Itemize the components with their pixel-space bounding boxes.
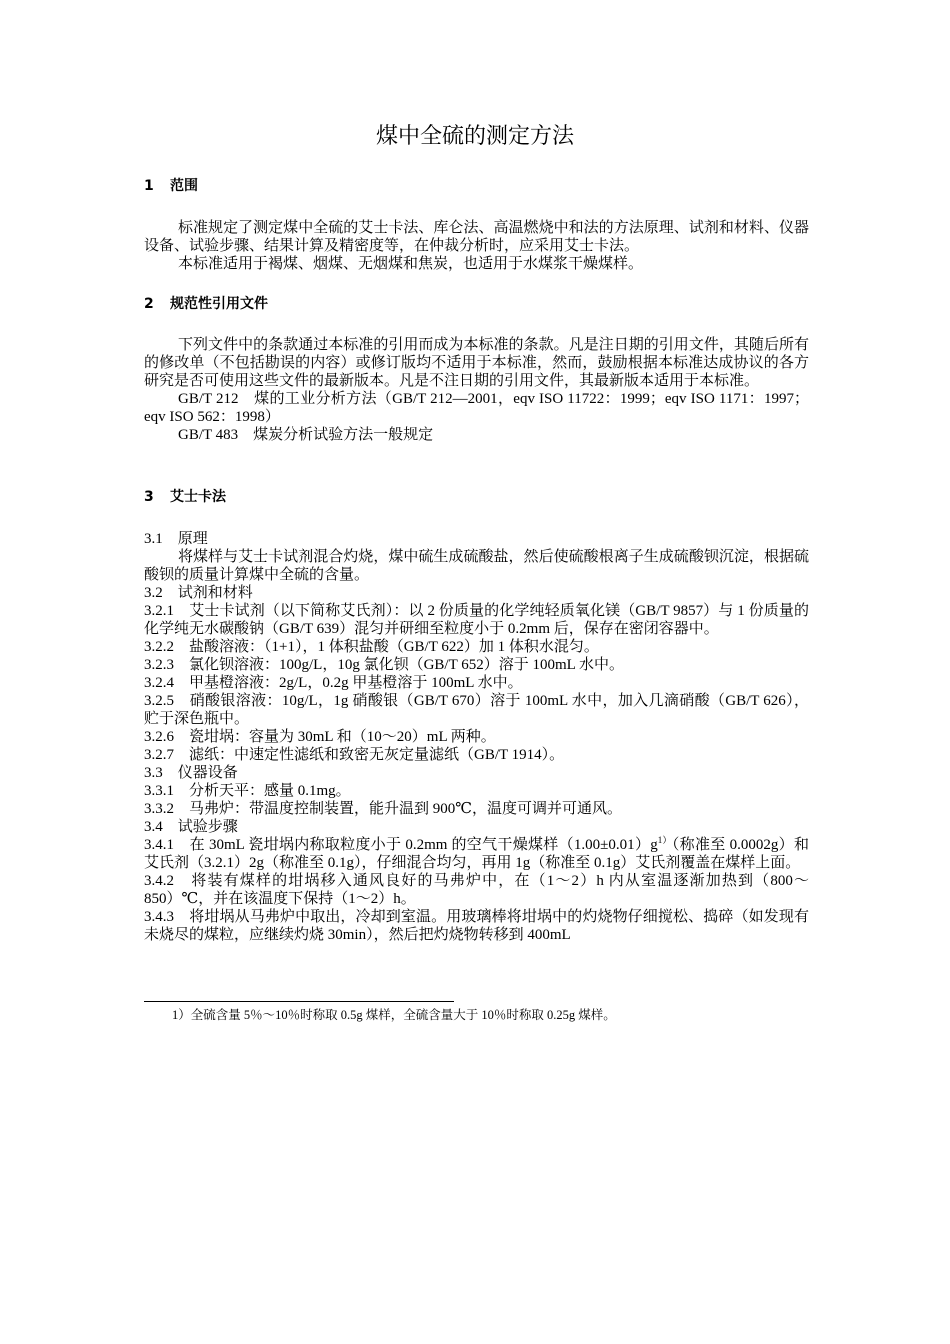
section-2-body [144,336,809,444]
clause-text: （称准至 0.0002g）和艾氏剂（3.2.1）2g（称准至 0.1g），仔细混合均匀，再用 1g（称准至 0.1g）艾氏剂覆盖在煤样上面。 [144,837,809,871]
section-title: 规范性引用文件 [170,296,268,312]
clause: 3.4.3 将坩埚从马弗炉中取出，冷却到室温。用玻璃棒将坩埚中的灼烧物仔细搅松、捣碎（如发现有未烧尽的煤粒，应继续灼烧 30min），然后把灼烧物转移到 400mL [144,909,809,943]
section-3-heading [144,488,226,506]
section-number: 1 [144,178,154,194]
paragraph: 标准规定了测定煤中全硫的艾士卡法、库仑法、高温燃烧中和法的方法原理、试剂和材料、仪器设备、试验步骤、结果计算及精密度等，在仲裁分析时，应采用艾士卡法。 [144,220,809,254]
document-title: 煤中全硫的测定方法 [375,124,574,149]
section-3-body [144,530,809,944]
clause: 3.2.7 滤纸：中速定性滤纸和致密无灰定量滤纸（GB/T 1914）。 [144,747,565,763]
clause-text: 3.4.1 在 30mL 瓷坩埚内称取粒度小于 0.2mm 的空气干燥煤样（1.00±0.01）g [144,837,658,853]
clause: 3.2.5 硝酸银溶液：10g/L，1g 硝酸银（GB/T 670）溶于 100mL 水中，加入几滴硝酸（GB/T 626），贮于深色瓶中。 [144,693,809,727]
clause: 3.2.2 盐酸溶液：（1+1），1 体积盐酸（GB/T 622）加 1 体积水混匀。 [144,639,599,655]
clause: 3.2.4 甲基橙溶液：2g/L，0.2g 甲基橙溶于 100mL 水中。 [144,675,523,691]
section-number: 2 [144,296,154,312]
footnote-marker: 1） [657,835,672,845]
paragraph: 下列文件中的条款通过本标准的引用而成为本标准的条款。凡是注日期的引用文件，其随后所有的修改单（不包括勘误的内容）或修订版均不适用于本标准，然而，鼓励根据本标准达成协议的各方研究是否可使用这些文件的最新版本。凡是不注日期的引用文件，其最新版本适用于本标准。 [144,337,809,389]
subsection-heading: 3.3 仪器设备 [144,765,238,781]
clause: 3.3.2 马弗炉：带温度控制装置，能升温到 900℃，温度可调并可通风。 [144,801,623,817]
clause [144,836,809,872]
paragraph: 将煤样与艾士卡试剂混合灼烧，煤中硫生成硫酸盐，然后使硫酸根离子生成硫酸钡沉淀，根据硫酸钡的质量计算煤中全硫的含量。 [144,549,809,583]
subsection-heading: 3.4 试验步骤 [144,819,238,835]
section-2-heading [144,295,268,313]
clause: 3.2.1 艾士卡试剂（以下简称艾氏剂）：以 2 份质量的化学纯轻质氧化镁（GB/T 9857）与 1 份质量的化学纯无水碳酸钠（GB/T 639）混匀并研细至粒度小于 0.2mm 后，保存在密闭容器中。 [144,603,809,637]
clause: 3.4.2 将装有煤样的坩埚移入通风良好的马弗炉中，在（1～2）h 内从室温逐渐加热到（800～850）℃，并在该温度下保持（1～2）h。 [144,873,809,907]
subsection-heading: 3.2 试剂和材料 [144,585,253,601]
clause: 3.2.3 氯化钡溶液：100g/L，10g 氯化钡（GB/T 652）溶于 100mL 水中。 [144,657,625,673]
reference-item: GB/T 483 煤炭分析试验方法一般规定 [178,427,434,443]
section-1-heading [144,177,198,195]
clause: 3.3.1 分析天平：感量 0.1mg。 [144,783,351,799]
paragraph: 本标准适用于褐煤、烟煤、无烟煤和焦炭，也适用于水煤浆干燥煤样。 [178,256,644,272]
subsection-heading: 3.1 原理 [144,531,208,547]
footnote: 1）全硫含量 5％～10％时称取 0.5g 煤样，全硫含量大于 10％时称取 0.25g 煤样。 [172,1008,616,1022]
section-number: 3 [144,489,154,505]
clause: 3.2.6 瓷坩埚：容量为 30mL 和（10～20）mL 两种。 [144,729,496,745]
section-1-body [144,219,809,273]
reference-item: GB/T 212 煤的工业分析方法（GB/T 212—2001，eqv ISO 11722：1999；eqv ISO 1171：1997；eqv ISO 562：1998） [144,391,809,425]
section-title: 艾士卡法 [170,489,226,505]
footnote-separator [144,1001,454,1002]
section-title: 范围 [170,178,198,194]
